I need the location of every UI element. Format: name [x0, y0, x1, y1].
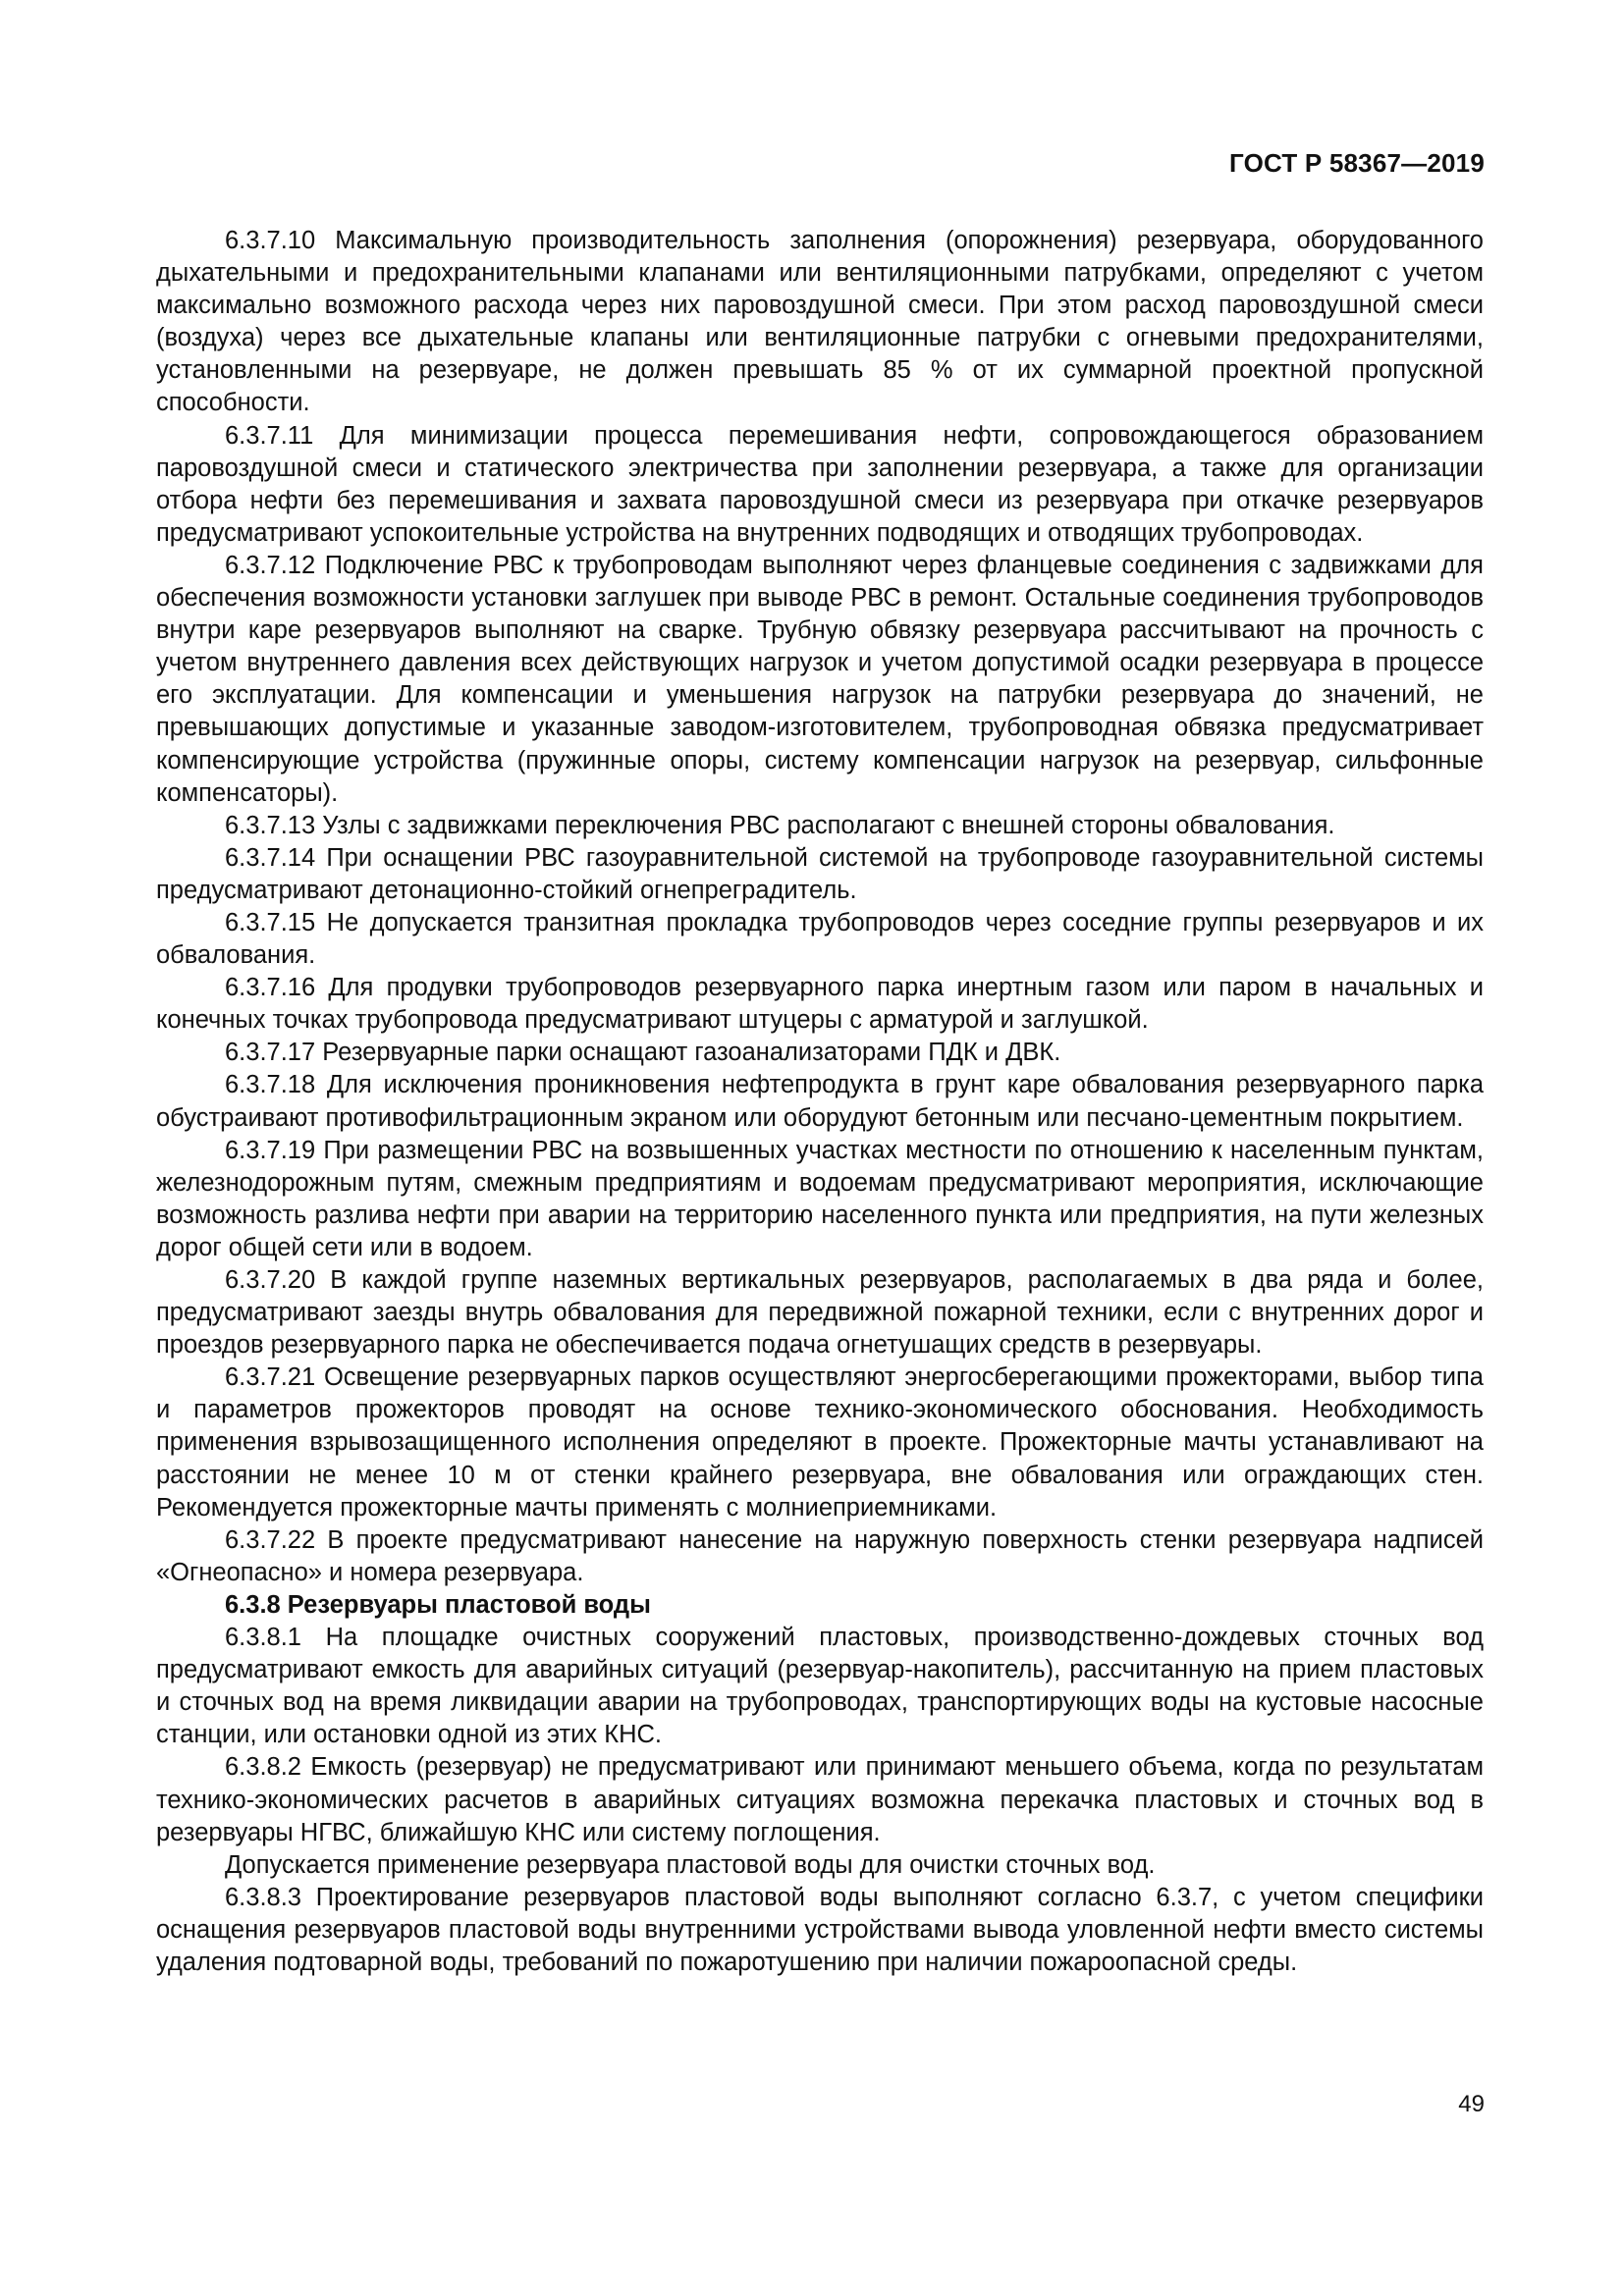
paragraph-6-3-7-12: 6.3.7.12 Подключение РВС к трубопроводам выполняют через фланцевые соединения с задвижками для обеспечения возможности установки заглушек при выводе РВС в ремонт. Остальные соединения трубопроводов внутри каре резервуаров выполняют на сварке. Трубную обвязку резервуара рассчитывают на прочность с учетом внутреннего давления всех действующих нагрузок и учетом допустимой осадки резервуара в процессе его эксплуатации. Для компенсации и уменьшения нагрузок на патрубки резервуара до значений, не превышающих допустимые и указанные заводом-изготовителем, трубопроводная обвязка предусматривает компенсирующие устройства (пружинные опоры, систему компенсации нагрузок на резервуар, сильфонные компенсаторы). [156, 551, 1484, 807]
paragraph-6-3-7-14: 6.3.7.14 При оснащении РВС газоуравнительной системой на трубопроводе газоуравнительной системы предусматривают детонационно-стойкий огнепреградитель. [156, 843, 1484, 904]
paragraph-6-3-7-13: 6.3.7.13 Узлы с задвижками переключения РВС располагают с внешней стороны обвалования. [225, 811, 1335, 839]
paragraph-6-3-7-15: 6.3.7.15 Не допускается транзитная прокладка трубопроводов через соседние группы резервуаров и их обвалования. [156, 908, 1484, 970]
standard-code: ГОСТ Р 58367—2019 [1229, 148, 1485, 178]
paragraph-6-3-7-20: 6.3.7.20 В каждой группе наземных вертикальных резервуаров, располагаемых в два ряда и более, предусматривают заезды внутрь обвалования для передвижной пожарной техники, если с внутренних дорог и проездов резервуарного парка не обеспечивается подача огнетушащих средств в резервуары. [156, 1266, 1484, 1360]
paragraph-6-3-7-11: 6.3.7.11 Для минимизации процесса перемешивания нефти, сопровождающегося образованием паровоздушной смеси и статического электричества при заполнении резервуара, а также для организации отбора нефти без перемешивания и захвата паровоздушной смеси из резервуара при откачке резервуаров предусматривают успокоительные устройства на внутренних подводящих и отводящих трубопроводах. [156, 421, 1484, 547]
paragraph-6-3-8-1: 6.3.8.1 На площадке очистных сооружений пластовых, производственно-дождевых сточных вод предусматривают емкость для аварийных ситуаций (резервуар-накопитель), рассчитанную на прием пластовых и сточных вод на время ликвидации аварии на трубопроводах, транспортирующих воды на кустовые насосные станции, или остановки одной из этих КНС. [156, 1624, 1484, 1749]
page-body [156, 225, 1484, 1979]
paragraph-6-3-7-19: 6.3.7.19 При размещении РВС на возвышенных участках местности по отношению к населенным пунктам, железнодорожным путям, смежным предприятиям и водоемам предусматривают мероприятия, исключающие возможность разлива нефти при аварии на территорию населенного пункта или предприятия, на пути железных дорог общей сети или в водоем. [156, 1136, 1484, 1261]
page-number: 49 [1458, 2091, 1485, 2117]
paragraph-6-3-7-17: 6.3.7.17 Резервуарные парки оснащают газоанализаторами ПДК и ДВК. [225, 1039, 1061, 1067]
page-footer [1458, 2091, 1485, 2118]
paragraph-6-3-7-10: 6.3.7.10 Максимальную производительность заполнения (опорожнения) резервуара, оборудованного дыхательными и предохранительными клапанами или вентиляционными патрубками, определяют с учетом максимально возможного расхода через них паровоздушной смеси. При этом расход паровоздушной смеси (воздуха) через все дыхательные клапаны или вентиляционные патрубки с огневыми предохранителями, установленными на резервуаре, не должен превышать 85 % от их суммарной проектной пропускной способности. [156, 227, 1484, 417]
paragraph-6-3-8-3: 6.3.8.3 Проектирование резервуаров пластовой воды выполняют согласно 6.3.7, с учетом специфики оснащения резервуаров пластовой воды внутренними устройствами вывода уловленной нефти вместо системы удаления подтоварной воды, требований по пожаротушению при наличии пожароопасной среды. [156, 1883, 1484, 1976]
paragraph-6-3-8-2-note: Допускается применение резервуара пластовой воды для очистки сточных вод. [225, 1850, 1156, 1879]
document-header [1229, 148, 1485, 179]
paragraph-6-3-7-22: 6.3.7.22 В проекте предусматривают нанесение на наружную поверхность стенки резервуара надписей «Огнеопасно» и номера резервуара. [156, 1525, 1484, 1586]
paragraph-6-3-8-2: 6.3.8.2 Емкость (резервуар) не предусматривают или принимают меньшего объема, когда по результатам технико-экономических расчетов в аварийных ситуациях возможна перекачка пластовых и сточных вод в резервуары НГВС, ближайшую КНС или систему поглощения. [156, 1753, 1484, 1846]
paragraph-6-3-7-21: 6.3.7.21 Освещение резервуарных парков осуществляют энергосберегающими прожекторами, выбор типа и параметров прожекторов проводят на основе технико-экономического обоснования. Необходимость применения взрывозащищенного исполнения определяют в проекте. Прожекторные мачты устанавливают на расстоянии не менее 10 м от стенки крайнего резервуара, вне обвалования или ограждающих стен. Рекомендуется прожекторные мачты применять с молниеприемниками. [156, 1363, 1484, 1522]
section-title-6-3-8: 6.3.8 Резервуары пластовой воды [225, 1590, 651, 1619]
paragraph-6-3-7-18: 6.3.7.18 Для исключения проникновения нефтепродукта в грунт каре обвалования резервуарного парка обустраивают противофильтрационным экраном или оборудуют бетонным или песчано-цементным покрытием. [156, 1071, 1484, 1132]
paragraph-6-3-7-16: 6.3.7.16 Для продувки трубопроводов резервуарного парка инертным газом или паром в начальных и конечных точках трубопровода предусматривают штуцеры с арматурой и заглушкой. [156, 974, 1484, 1035]
